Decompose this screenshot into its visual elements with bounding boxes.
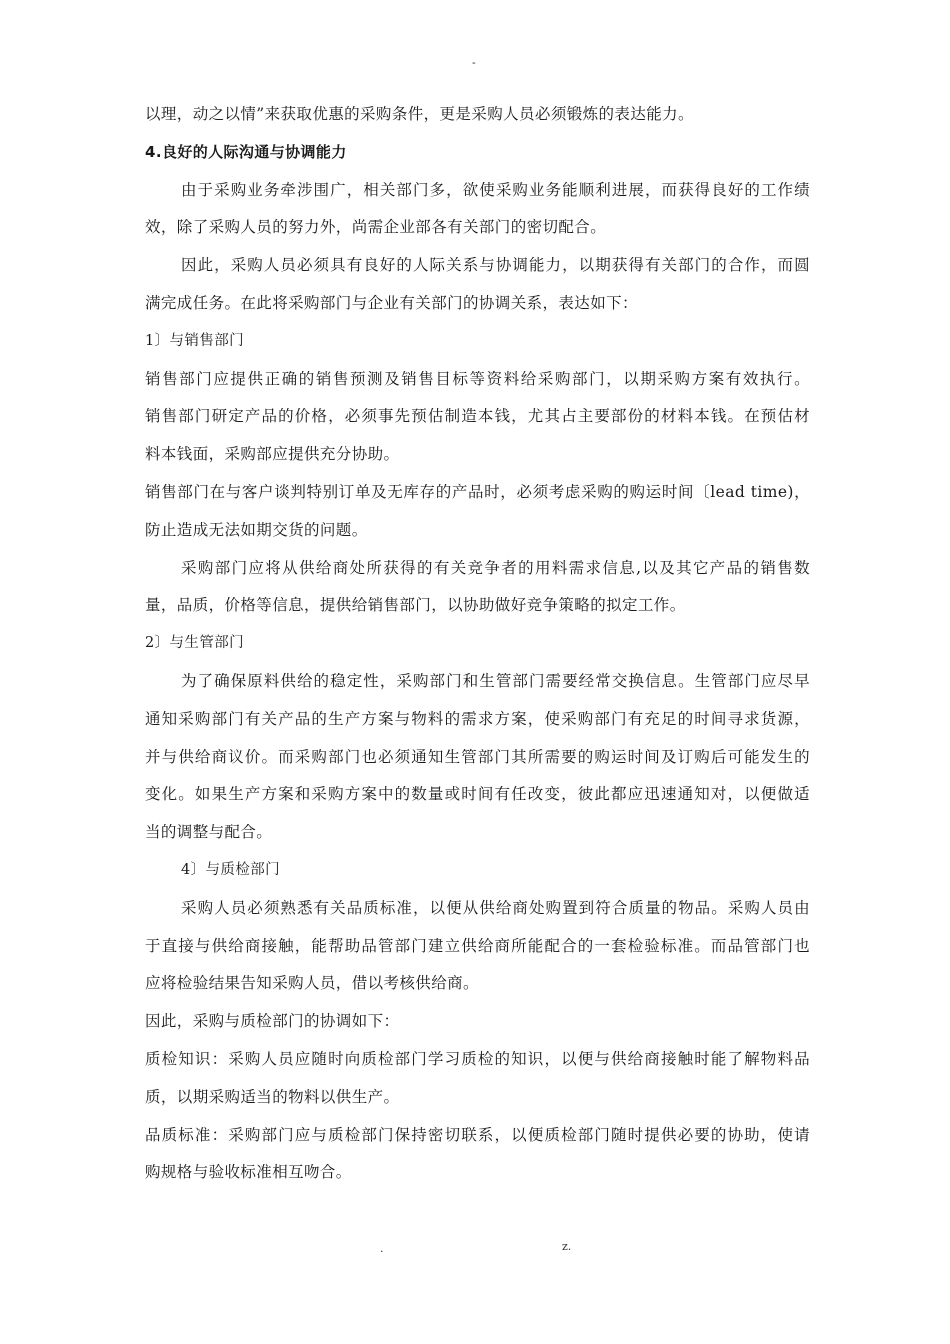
text-line: 于直接与供给商接触，能帮助品管部门建立供给商所能配合的一套检验标准。而品管部门也 — [145, 936, 810, 955]
text-line: 销售部门应提供正确的销售预测及销售目标等资料给采购部门，以期采购方案有效执行。 — [145, 369, 810, 388]
text-line: 为了确保原料供给的稳定性，采购部门和生管部门需要经常交换信息。生管部门应尽早 — [181, 671, 810, 690]
text-line: 防止造成无法如期交货的问题。 — [145, 520, 368, 539]
text-line: 购规格与验收标准相互吻合。 — [145, 1163, 352, 1182]
text-line: 应将检验结果告知采购人员，借以考核供给商。 — [145, 974, 479, 993]
page-footer-left-marker: . — [380, 1242, 384, 1255]
text-line: 采购部门应将从供给商处所获得的有关竞争者的用料需求信息,以及其它产品的销售数 — [181, 558, 810, 577]
text-line: 通知采购部门有关产品的生产方案与物料的需求方案，使采购部门有充足的时间寻求货源， — [145, 709, 810, 728]
text-line: 效，除了采购人员的努力外，尚需企业部各有关部门的密切配合。 — [145, 218, 607, 237]
text-line: 因此，采购与质检部门的协调如下： — [145, 1012, 400, 1031]
subsection-heading: 1〕与销售部门 — [145, 332, 245, 349]
text-line: 销售部门研定产品的价格，必须事先预估制造本钱，尤其占主要部份的材料本钱。在预估材 — [145, 407, 810, 426]
text-line: 当的调整与配合。 — [145, 823, 273, 842]
text-line: 因此，采购人员必须具有良好的人际关系与协调能力，以期获得有关部门的合作，而圆 — [181, 256, 810, 275]
subsection-heading: 4〕与质检部门 — [181, 861, 281, 878]
text-line: 采购人员必须熟悉有关品质标准，以便从供给商处购置到符合质量的物品。采购人员由 — [181, 898, 810, 917]
text-line: 满完成任务。在此将采购部门与企业有关部门的协调关系，表达如下： — [145, 293, 638, 312]
text-line: 质检知识：采购人员应随时向质检部门学习质检的知识，以便与供给商接触时能了解物料品 — [145, 1049, 810, 1068]
text-line: 变化。如果生产方案和采购方案中的数量或时间有任改变，彼此都应迅速通知对，以便做适 — [145, 785, 810, 804]
document-body — [145, 104, 810, 1200]
text-line: 销售部门在与客户谈判特别订单及无库存的产品时，必须考虑采购的购运时间〔lead time)， — [145, 482, 810, 501]
text-line: 量，品质，价格等信息，提供给销售部门，以协助做好竞争策略的拟定工作。 — [145, 596, 686, 615]
text-line: 并与供给商议价。而采购部门也必须通知生管部门其所需要的购运时间及订购后可能发生的 — [145, 747, 810, 766]
page-header-marker: - — [472, 56, 476, 69]
subsection-heading: 2〕与生管部门 — [145, 635, 245, 652]
text-line: 品质标准：采购部门应与质检部门保持密切联系，以便质检部门随时提供必要的协助，使请 — [145, 1125, 810, 1144]
text-line: 料本钱面，采购部应提供充分协助。 — [145, 445, 400, 464]
text-line: 以理，动之以情”来获取优惠的采购条件，更是采购人员必须锻炼的表达能力。 — [145, 105, 694, 123]
section-heading: 4.良好的人际沟通与协调能力 — [145, 142, 347, 161]
text-line: 质，以期采购适当的物料以供生产。 — [145, 1087, 400, 1106]
page-footer-right-marker: z. — [562, 1240, 572, 1253]
text-line: 由于采购业务牵涉围广，相关部门多，欲使采购业务能顺利进展，而获得良好的工作绩 — [181, 180, 810, 199]
